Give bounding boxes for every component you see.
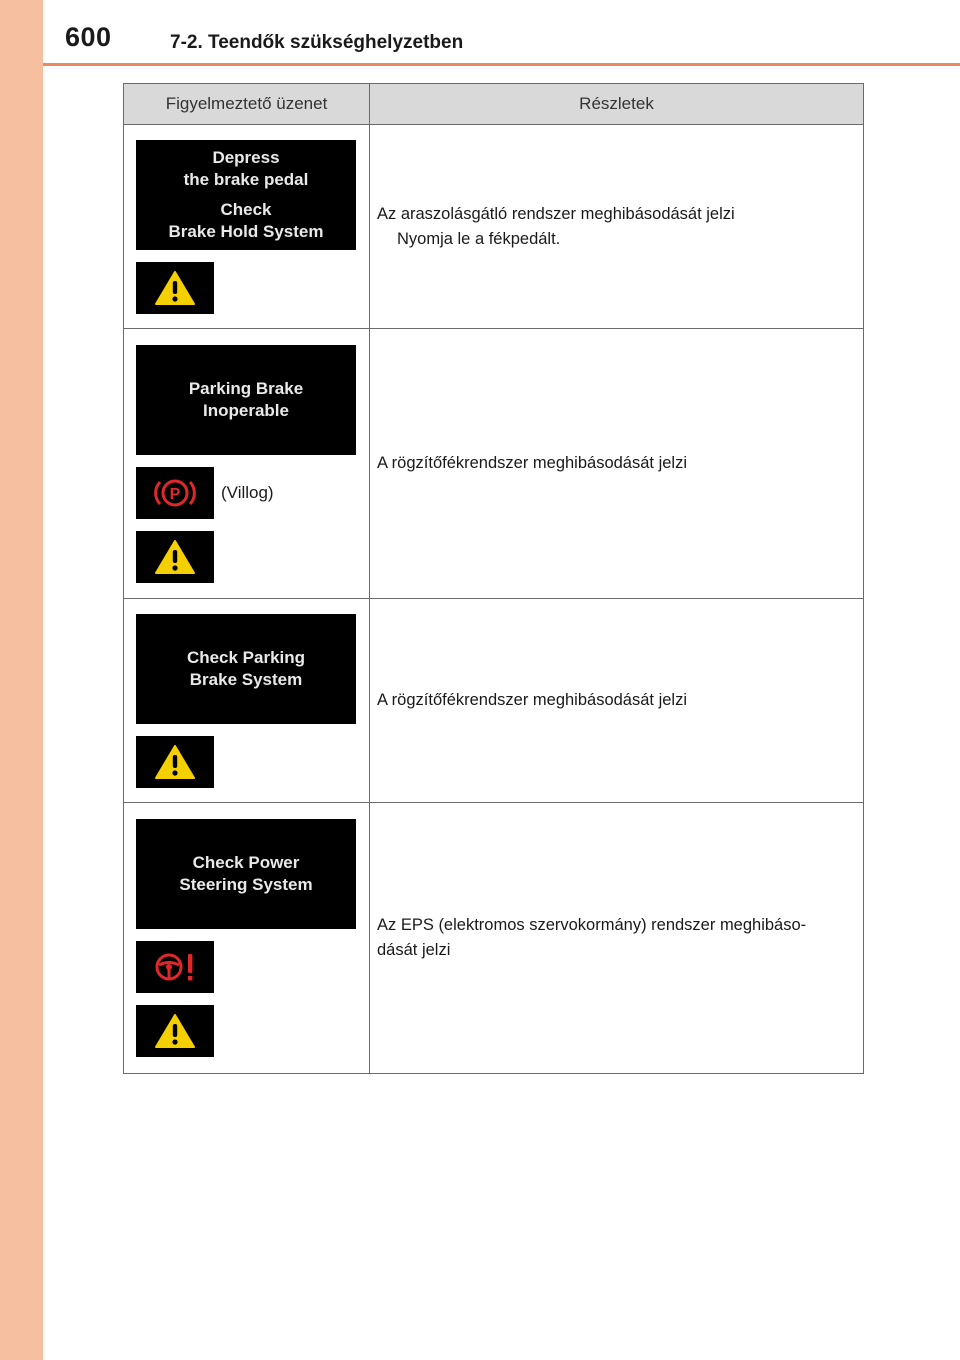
display-message xyxy=(136,345,356,455)
page-number: 600 xyxy=(65,22,112,52)
chapter-title: 7-2. Teendők szükséghelyzetben xyxy=(170,32,464,53)
details-cell xyxy=(370,599,864,803)
message-line: Inoperable xyxy=(203,400,289,420)
message-line: Check Power xyxy=(192,853,300,872)
message-line: Depress xyxy=(212,147,280,167)
blink-note: (Villog) xyxy=(221,482,274,502)
message-line: Steering System xyxy=(179,875,313,894)
table-row xyxy=(124,803,864,1074)
table-header-row xyxy=(124,84,864,125)
message-cell xyxy=(124,125,370,329)
side-band xyxy=(0,0,43,1360)
message-line: Parking Brake xyxy=(188,378,304,398)
master-warning-icon xyxy=(136,736,214,788)
detail-text: Az araszolásgátló rendszer meghibásodását jelzi xyxy=(377,204,735,223)
master-warning-icon xyxy=(136,1005,214,1057)
table-row xyxy=(124,125,864,329)
col-header-message: Figyelmeztető üzenet xyxy=(124,84,370,125)
details-cell xyxy=(370,329,864,599)
eps-warning-icon xyxy=(136,941,214,993)
details-cell xyxy=(370,803,864,1074)
detail-text: Az EPS (elektromos szervokormány) rendszer meghibáso- xyxy=(377,916,807,934)
detail-text: A rögzítőfékrendszer meghibásodását jelzi xyxy=(377,454,688,472)
message-line: Brake Hold System xyxy=(168,221,324,241)
col-header-details: Részletek xyxy=(370,84,864,125)
master-warning-icon xyxy=(136,262,214,314)
message-line: the brake pedal xyxy=(183,169,309,189)
message-line: Check Parking xyxy=(186,647,306,667)
detail-text: A rögzítőfékrendszer meghibásodását jelzi xyxy=(377,691,688,709)
svg-text:P: P xyxy=(169,485,181,503)
detail-text: Nyomja le a fékpedált. xyxy=(397,229,561,248)
parking-brake-icon xyxy=(136,467,214,519)
table-row xyxy=(124,599,864,803)
display-message xyxy=(136,614,356,724)
header-rule xyxy=(43,63,960,66)
master-warning-icon xyxy=(136,531,214,583)
page-header xyxy=(43,0,960,66)
display-message xyxy=(136,140,356,250)
message-line: Check xyxy=(220,199,272,219)
warning-table xyxy=(123,83,864,1074)
message-cell xyxy=(124,329,370,599)
details-cell xyxy=(370,125,864,329)
detail-text: dását jelzi xyxy=(377,941,451,959)
message-cell xyxy=(124,803,370,1074)
display-message xyxy=(136,819,356,929)
table-row xyxy=(124,329,864,599)
message-cell xyxy=(124,599,370,803)
message-line: Brake System xyxy=(189,669,303,689)
